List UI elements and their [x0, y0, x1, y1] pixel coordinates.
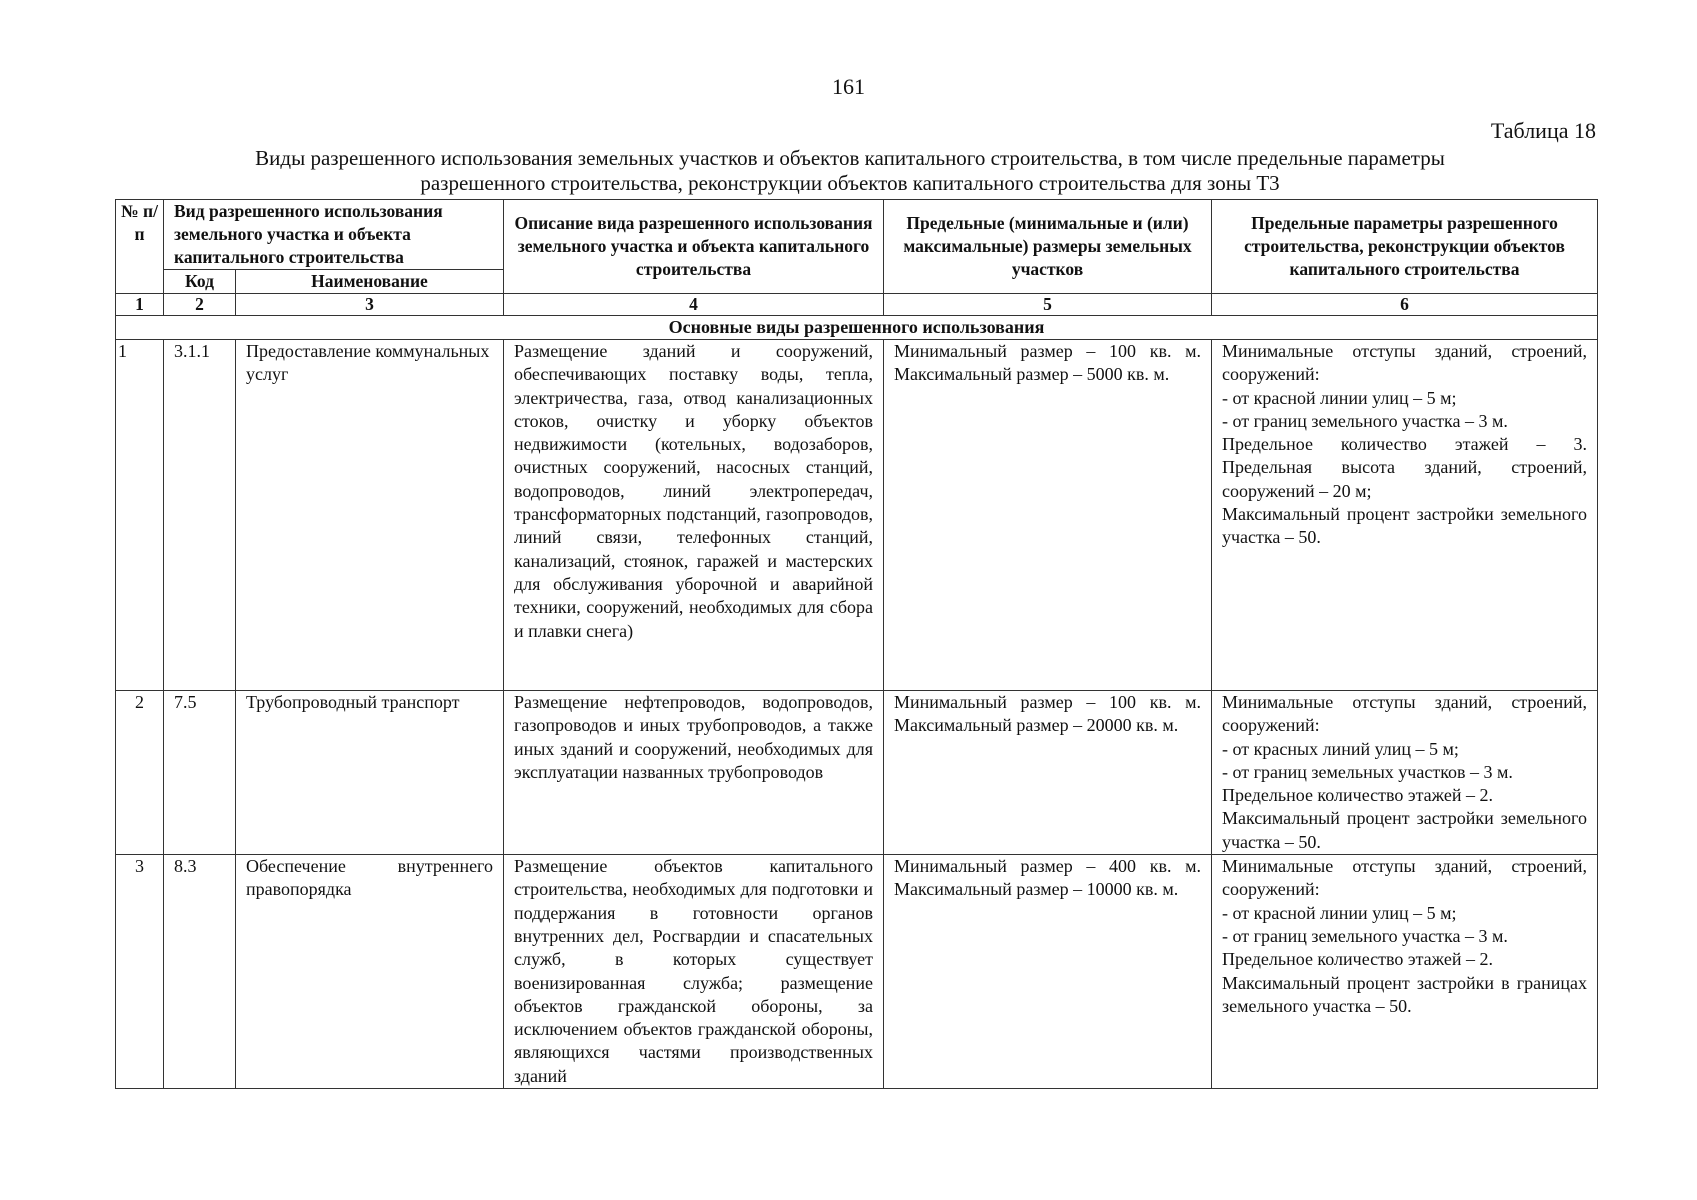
row-code: 8.3	[164, 855, 236, 1089]
header-params: Предельные параметры разрешенного строительства, реконструкции объектов капитального строительства	[1212, 200, 1598, 294]
row-params	[1212, 855, 1598, 1089]
row-number: 1	[116, 340, 164, 691]
row-number: 2	[116, 691, 164, 855]
column-number: 5	[884, 294, 1212, 316]
header-num: № п/п	[116, 200, 164, 294]
table-row	[116, 340, 1598, 691]
param-line: Предельное количество этажей – 2.	[1222, 949, 1493, 970]
param-line: - от границ земельного участка – 3 м.	[1222, 410, 1508, 431]
table-label: Таблица 18	[1490, 118, 1596, 143]
param-line: - от границ земельных участков – 3 м.	[1222, 761, 1513, 782]
param-line: Минимальные отступы зданий, строений, сооружений:	[1222, 856, 1587, 900]
column-number: 2	[164, 294, 236, 316]
table-row	[116, 855, 1598, 1089]
column-number: 4	[504, 294, 884, 316]
header-type-group: Вид разрешенного использования земельного участка и объекта капитального строительства	[164, 200, 504, 270]
row-description: Размещение нефтепроводов, водопроводов, газопроводов и иных трубопроводов, а также иных зданий и сооружений, необходимых для эксплуатации названных трубопроводов	[504, 691, 884, 855]
row-name: Трубопроводный транспорт	[236, 691, 504, 855]
param-line: - от красной линии улиц – 5 м;	[1222, 902, 1457, 923]
param-line: Предельное количество этажей – 2.	[1222, 785, 1493, 806]
header-name: Наименование	[236, 270, 504, 294]
param-line: - от красных линий улиц – 5 м;	[1222, 738, 1459, 759]
row-sizes: Минимальный размер – 100 кв. м. Максимальный размер – 5000 кв. м.	[884, 340, 1212, 691]
row-sizes: Минимальный размер – 100 кв. м. Максимальный размер – 20000 кв. м.	[884, 691, 1212, 855]
param-line: - от красной линии улиц – 5 м;	[1222, 387, 1457, 408]
param-line: Предельное количество этажей – 3. Предельная высота зданий, строений, сооружений – 20 м;	[1222, 434, 1587, 501]
row-name: Обеспечение внутреннего правопорядка	[236, 855, 504, 1089]
table-title-line-1: Виды разрешенного использования земельных участков и объектов капитального строительства, в том числе предельные параметры	[255, 146, 1445, 170]
row-code: 3.1.1	[164, 340, 236, 691]
row-params	[1212, 691, 1598, 855]
param-line: Максимальный процент застройки земельного участка – 50.	[1222, 808, 1587, 852]
param-line: Максимальный процент застройки в границах земельного участка – 50.	[1222, 972, 1587, 1016]
column-number: 3	[236, 294, 504, 316]
column-number: 6	[1212, 294, 1598, 316]
header-code: Код	[164, 270, 236, 294]
row-description: Размещение зданий и сооружений, обеспечивающих поставку воды, тепла, электричества, газа, отвод канализационных стоков, очистку и уборку объектов недвижимости (котельных, водозаборов, очистных сооружений, насосных станций, водопроводов, линий электропередач, трансформаторных подстанций, газопроводов, линий связи, телефонных станций, канализаций, стоянок, гаражей и мастерских для обслуживания уборочной и аварийной техники, сооружений, необходимых для сбора и плавки снега)	[504, 340, 884, 691]
header-description: Описание вида разрешенного использования земельного участка и объекта капитального строительства	[504, 200, 884, 294]
row-description: Размещение объектов капитального строительства, необходимых для подготовки и поддержания в готовности органов внутренних дел, Росгвардии и спасательных служб, в которых существует военизированная служба; размещение объектов гражданской обороны, за исключением объектов гражданской обороны, являющихся частями производственных зданий	[504, 855, 884, 1089]
row-sizes: Минимальный размер – 400 кв. м. Максимальный размер – 10000 кв. м.	[884, 855, 1212, 1089]
param-line: - от границ земельного участка – 3 м.	[1222, 925, 1508, 946]
param-line: Минимальные отступы зданий, строений, сооружений:	[1222, 692, 1587, 736]
row-params	[1212, 340, 1598, 691]
section-title: Основные виды разрешенного использования	[116, 316, 1598, 340]
row-number: 3	[116, 855, 164, 1089]
table-title	[150, 146, 1550, 196]
column-number: 1	[116, 294, 164, 316]
row-code: 7.5	[164, 691, 236, 855]
land-use-table	[115, 199, 1598, 1089]
page-number: 161	[832, 74, 865, 99]
param-line: Максимальный процент застройки земельного участка – 50.	[1222, 504, 1587, 548]
header-sizes: Предельные (минимальные и (или) максимальные) размеры земельных участков	[884, 200, 1212, 294]
param-line: Минимальные отступы зданий, строений, сооружений:	[1222, 341, 1587, 385]
table-title-line-2: разрешенного строительства, реконструкции объектов капитального строительства для зоны Т3	[420, 171, 1280, 195]
table-row	[116, 691, 1598, 855]
row-name: Предоставление коммунальных услуг	[236, 340, 504, 691]
